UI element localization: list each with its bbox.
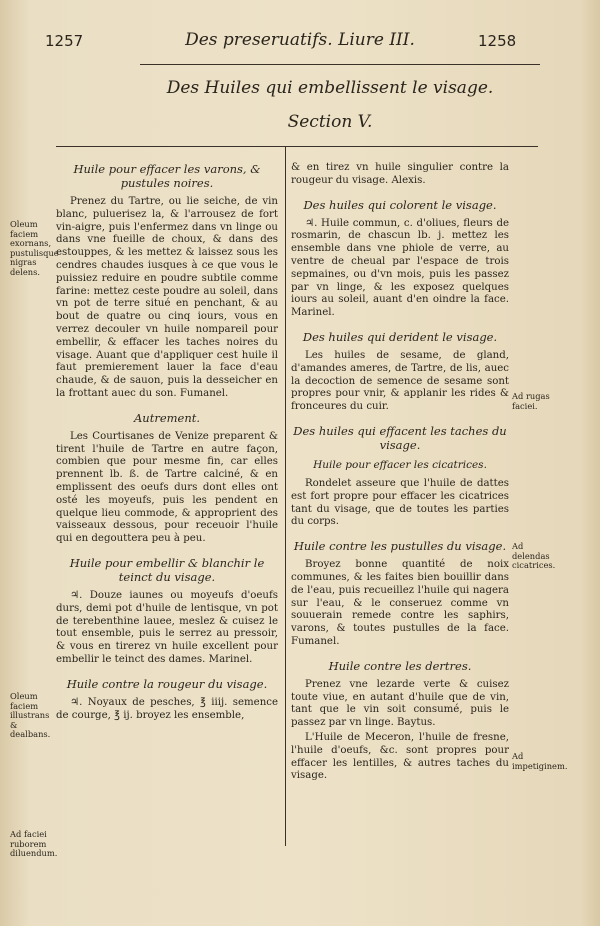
section-title: Des Huiles qui embellissent le visage. (166, 78, 494, 98)
recipe-heading: Des huiles qui derident le visage. (302, 329, 498, 344)
recipe-text: L'Huile de Meceron, l'huile de fresne, l'huile d'oeufs, &c. sont propres pour effacer les lentilles, & autres taches du visage. (291, 731, 509, 782)
left-column (56, 162, 278, 732)
recipe-heading: Huile contre les dertres. (328, 658, 472, 673)
recipe-text: Rondelet asseure que l'huile de dattes est fort propre pour effacer les cicatrices tant du visage, que de toutes les parties du corps. (291, 477, 509, 528)
running-title: Des preseruatifs. Liure III. (185, 30, 415, 50)
recipe-text: Les Courtisanes de Venize preparent & tirent l'huile de Tartre en autre façon, combien que pour mesme fin, car elles prennent lb. ß. de Tartre calciné, & en emplissent des oeufs durs dont elles ont osté les moyeufs, puis les pendent en quelque lieu commode, & approprient des vaisseaux dessous, pour receuoir l'huile qui en degouttera peu à peu. (56, 430, 278, 545)
recipe-heading: Huile pour effacer les varons, & pustules noires. (73, 162, 261, 190)
recipe-text: ♃. Noyaux de pesches, ℥ iiij. semence de courge, ℥ ij. broyez les ensemble, (56, 696, 278, 721)
section-rule (56, 146, 538, 147)
recipe-text: Prenez du Tartre, ou lie seiche, de vin blanc, puluerisez la, & l'arrousez de fort vin-aigre, puis l'enfermez dans vn linge ou dans vne fueille de choux, & dans des estouppes, & les mettez & laissez sous les cendres chaudes iusques à ce que vous le puissiez reduire en poudre subtile comme farine: mettez ceste poudre au soleil, dans vn pot de terre situé en penchant, & au bout de quatre ou cinq iours, vous en verrez decouler vn huile nompareil pour embellir, & effacer les taches noires du visage. Auant que d'appliquer cest huile il faut premierement lauer la face d'eau chaude, & de sauon, puis la desseicher en la frottant auec du son. Fumanel. (56, 196, 278, 399)
recipe-heading: Huile contre les pustulles du visage. (293, 539, 507, 554)
recipe-text: Les huiles de sesame, de gland, d'amandes ameres, de Tartre, de lis, auec la decoction de semence de sesame sont propres pour vnir, & applanir les rides & fronceures du cuir. (291, 349, 509, 413)
right-column (291, 162, 509, 793)
recipe-heading: Huile contre la rougeur du visage. (66, 676, 268, 691)
page-number-left: 1257 (45, 32, 84, 50)
recipe-heading: Autrement. (133, 410, 201, 425)
recipe-heading: Des huiles qui colorent le visage. (303, 197, 497, 212)
marginal-note: Ad impetiginem. (512, 751, 568, 771)
marginal-note: Oleum faciem exornans, pustulisque nigras delens. (10, 219, 59, 277)
column-divider (285, 146, 286, 846)
header-rule (140, 64, 540, 65)
marginal-note: Ad faciei ruborem diluendum. (10, 829, 58, 858)
running-header (0, 28, 600, 52)
section-number: Section V. (287, 112, 373, 132)
marginal-note: Oleum faciem illustrans & dealbans. (10, 691, 51, 739)
page-number-right: 1258 (478, 32, 517, 50)
recipe-heading: Huile pour embellir & blanchir le teinct du visage. (69, 555, 265, 584)
marginal-note: Ad rugas faciei. (512, 391, 550, 411)
recipe-heading: Des huiles qui effacent les taches du visage. (293, 423, 507, 452)
recipe-text-continued: & en tirez vn huile singulier contre la rougeur du visage. Alexis. (291, 162, 509, 186)
recipe-text: Broyez bonne quantité de noix communes, & les faites bien bouillir dans de l'eau, puis recueillez l'huile qui nagera sur l'eau, & le conseruez comme vn souuerain remede contre les saphirs, varons, & toutes pustulles de la face. Fumanel. (291, 559, 509, 647)
recipe-text: ♃. Douze iaunes ou moyeufs d'oeufs durs, demi pot d'huile de lentisque, vn pot de terebenthine lauee, meslez & cuisez le tout ensemble, puis le serrez au pressoir, & vous en tirerez vn huile excellent pour embellir le teinct des dames. Marinel. (56, 589, 278, 665)
recipe-subheading: Huile pour effacer les cicatrices. (313, 458, 487, 471)
marginal-note: Ad delendas cicatrices. (512, 541, 556, 570)
recipe-text: ♃. Huile commun, c. d'oliues, fleurs de rosmarin, de chascun lb. j. mettez les ensemble dans vne phiole de verre, au ventre de cheual par l'espace de trois sepmaines, ou d'vn mois, puis les passez par vn linge, & les exposez quelques iours au soleil, auant d'en oindre la face. Marinel. (291, 217, 509, 319)
recipe-text: Prenez vne lezarde verte & cuisez toute viue, en autant d'huile que de vin, tant que le vin soit consumé, puis le passez par vn linge. Baytus. (291, 678, 509, 729)
